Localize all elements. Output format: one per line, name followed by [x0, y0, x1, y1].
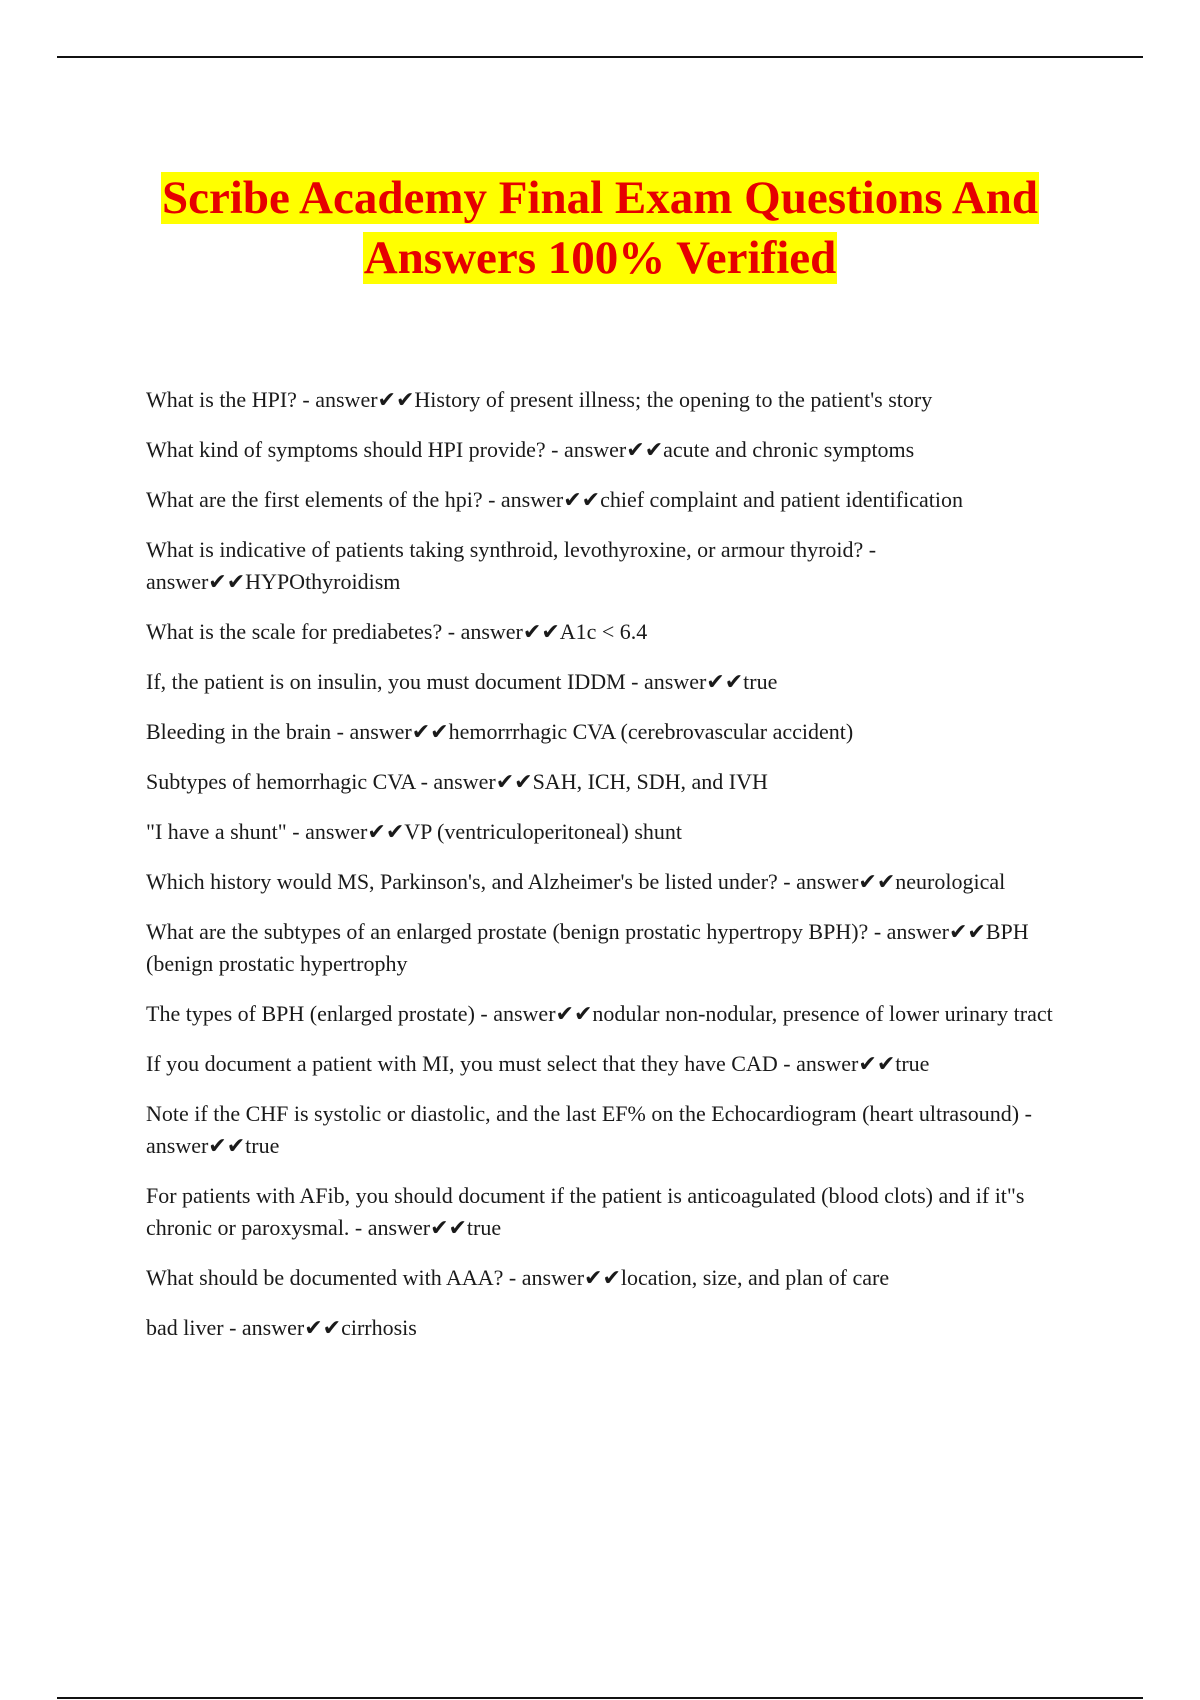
qa-item: What is the HPI? - answer✔✔History of present illness; the opening to the patient's story [146, 387, 933, 412]
qa-item: What are the subtypes of an enlarged prostate (benign prostatic hypertropy BPH)? - answer✔✔BPH (benign prostatic hypertrophy [146, 919, 1029, 976]
qa-item: What kind of symptoms should HPI provide? - answer✔✔acute and chronic symptoms [146, 437, 915, 462]
qa-item: What should be documented with AAA? - answer✔✔location, size, and plan of care [146, 1265, 890, 1290]
title-text: Scribe Academy Final Exam Questions And Answers 100% Verified [161, 172, 1039, 284]
qa-list [146, 384, 1086, 1362]
qa-item: Subtypes of hemorrhagic CVA - answer✔✔SAH, ICH, SDH, and IVH [146, 769, 768, 794]
qa-item: What are the first elements of the hpi? - answer✔✔chief complaint and patient identification [146, 487, 963, 512]
bottom-rule [57, 1697, 1143, 1699]
qa-item: The types of BPH (enlarged prostate) - answer✔✔nodular non-nodular, presence of lower urinary tract [146, 1001, 1053, 1026]
qa-item: Which history would MS, Parkinson's, and Alzheimer's be listed under? - answer✔✔neurological [146, 869, 1006, 894]
qa-item: If you document a patient with MI, you must select that they have CAD - answer✔✔true [146, 1051, 930, 1076]
qa-item: What is the scale for prediabetes? - answer✔✔A1c < 6.4 [146, 619, 648, 644]
qa-item: For patients with AFib, you should document if the patient is anticoagulated (blood clots) and if it"s chronic or paroxysmal. - answer✔✔true [146, 1183, 1025, 1240]
qa-item: What is indicative of patients taking synthroid, levothyroxine, or armour thyroid? - answer✔✔HYPOthyroidism [146, 537, 877, 594]
qa-item: If, the patient is on insulin, you must document IDDM - answer✔✔true [146, 669, 778, 694]
page-title [100, 168, 1100, 288]
top-rule [57, 56, 1143, 58]
qa-item: bad liver - answer✔✔cirrhosis [146, 1315, 417, 1340]
qa-item: Note if the CHF is systolic or diastolic, and the last EF% on the Echocardiogram (heart ultrasound) - answer✔✔true [146, 1101, 1032, 1158]
qa-item: "I have a shunt" - answer✔✔VP (ventriculoperitoneal) shunt [146, 819, 683, 844]
qa-item: Bleeding in the brain - answer✔✔hemorrrhagic CVA (cerebrovascular accident) [146, 719, 854, 744]
